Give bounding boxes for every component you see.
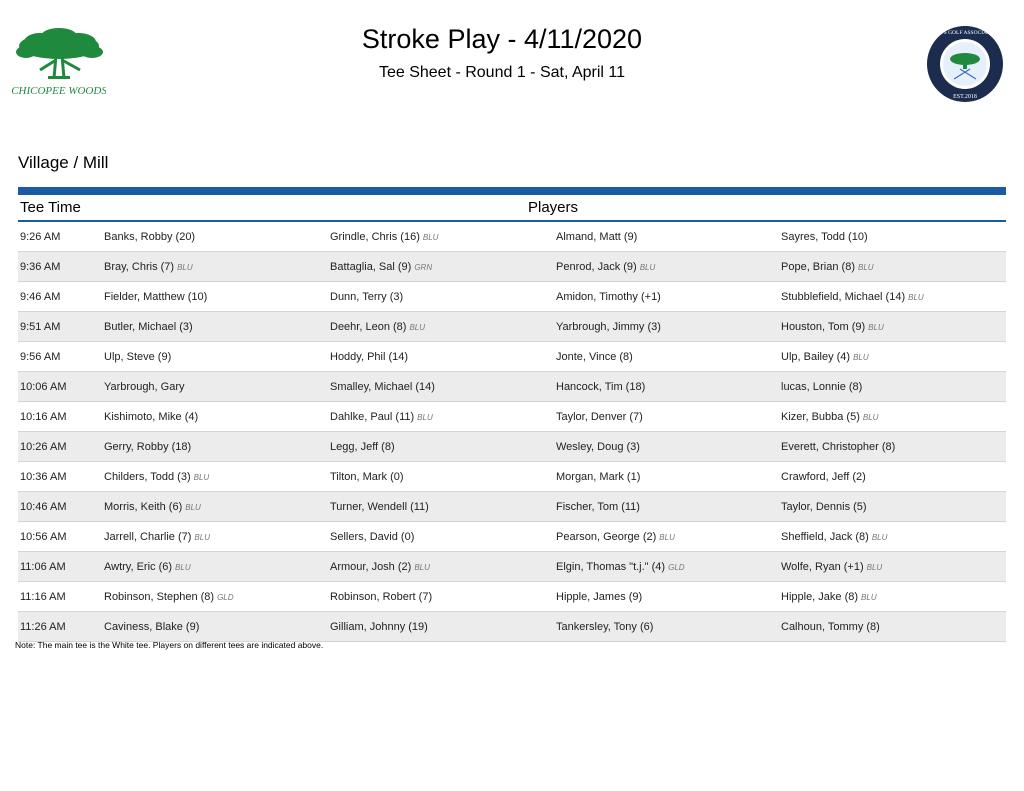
column-header-players: Players: [528, 199, 579, 216]
tee-time: 9:36 AM: [20, 261, 61, 273]
player-cell: [556, 411, 643, 423]
tee-indicator: BLU: [871, 533, 888, 542]
player-cell: [781, 231, 868, 243]
player-name: Caviness, Blake (9): [104, 621, 200, 633]
player-name: Pope, Brian (8): [781, 261, 855, 273]
tee-indicator: GLD: [217, 593, 234, 602]
player-name: Kizer, Bubba (5): [781, 411, 860, 423]
player-cell: [330, 261, 432, 273]
tee-indicator: BLU: [639, 263, 656, 272]
player-name: Jarrell, Charlie (7): [104, 531, 192, 543]
player-name: Childers, Todd (3): [104, 471, 191, 483]
tee-time: 11:16 AM: [20, 591, 66, 603]
player-cell: [330, 621, 428, 633]
player-name: Gilliam, Johnny (19): [330, 621, 428, 633]
player-cell: [104, 621, 199, 633]
player-cell: [781, 531, 887, 543]
player-cell: [556, 381, 645, 393]
table-row: [18, 552, 1006, 582]
player-cell: [104, 231, 195, 243]
player-cell: [556, 321, 661, 333]
table-header: [18, 196, 1006, 222]
tee-indicator: BLU: [185, 503, 201, 512]
player-name: Hipple, Jake (8): [781, 591, 859, 603]
player-cell: [556, 561, 685, 573]
player-cell: [556, 531, 675, 543]
player-cell: [104, 351, 171, 363]
tee-time: 9:51 AM: [20, 321, 61, 333]
player-name: Kishimoto, Mike (4): [104, 411, 199, 423]
player-name: Hoddy, Phil (14): [330, 351, 409, 363]
player-name: Almand, Matt (9): [556, 231, 638, 243]
tee-time: 9:46 AM: [20, 291, 61, 303]
player-name: Gerry, Robby (18): [104, 441, 192, 453]
player-cell: [330, 291, 403, 303]
tee-indicator: BLU: [866, 563, 883, 572]
page-subtitle: Tee Sheet - Round 1 - Sat, April 11: [378, 64, 626, 81]
tee-indicator: BLU: [414, 563, 430, 572]
player-name: Stubblefield, Michael (14): [781, 291, 906, 303]
player-cell: [781, 501, 867, 513]
player-name: Dunn, Terry (3): [330, 291, 404, 303]
player-name: Armour, Josh (2): [330, 561, 412, 573]
player-name: lucas, Lonnie (8): [781, 381, 863, 393]
player-name: Sellers, David (0): [330, 531, 415, 543]
section-divider: [18, 187, 1006, 195]
player-name: Ulp, Steve (9): [104, 351, 172, 363]
player-cell: [104, 501, 201, 513]
player-cell: [781, 261, 874, 273]
tee-time: 9:26 AM: [20, 231, 61, 243]
player-name: Battaglia, Sal (9): [330, 261, 412, 273]
player-cell: [330, 531, 414, 543]
tee-indicator: BLU: [177, 263, 193, 272]
player-name: Wesley, Doug (3): [556, 441, 640, 453]
section-heading: Village / Mill: [18, 153, 109, 172]
tee-time: 9:56 AM: [20, 351, 61, 363]
tee-indicator: BLU: [853, 353, 869, 362]
tee-time: 10:36 AM: [20, 471, 67, 483]
player-name: Yarbrough, Gary: [104, 381, 185, 393]
player-name: Robinson, Stephen (8): [104, 591, 215, 603]
player-name: Penrod, Jack (9): [556, 261, 637, 273]
player-name: Legg, Jeff (8): [330, 441, 395, 453]
tee-time: 10:16 AM: [20, 411, 67, 423]
player-name: Yarbrough, Jimmy (3): [556, 321, 661, 333]
player-name: Taylor, Denver (7): [556, 411, 643, 423]
player-name: Fielder, Matthew (10): [104, 291, 208, 303]
player-cell: [330, 441, 395, 453]
player-cell: [556, 471, 640, 483]
player-cell: [104, 321, 193, 333]
tee-indicator: BLU: [659, 533, 675, 542]
tee-indicator: BLU: [908, 293, 924, 302]
player-cell: [104, 381, 185, 393]
page-title: Stroke Play - 4/11/2020: [361, 24, 643, 54]
table-row: [18, 432, 1006, 462]
player-name: Tilton, Mark (0): [330, 471, 404, 483]
tee-indicator: BLU: [868, 323, 884, 332]
player-cell: [104, 471, 209, 483]
player-name: Jonte, Vince (8): [556, 351, 633, 363]
player-cell: [330, 411, 433, 423]
svg-text:CHICOPEE WOODS: CHICOPEE WOODS: [12, 85, 106, 97]
player-name: Amidon, Timothy (+1): [556, 291, 661, 303]
player-name: Elgin, Thomas "t.j." (4): [556, 561, 666, 573]
tee-indicator: BLU: [862, 413, 879, 422]
tee-indicator: BLU: [409, 323, 425, 332]
column-header-tee-time: Tee Time: [20, 199, 81, 216]
player-cell: [330, 351, 408, 363]
player-name: Everett, Christopher (8): [781, 441, 896, 453]
player-cell: [330, 561, 430, 573]
player-cell: [556, 351, 633, 363]
player-cell: [104, 441, 191, 453]
player-cell: [104, 591, 234, 603]
player-cell: [104, 411, 198, 423]
tee-indicator: BLU: [417, 413, 433, 422]
player-name: Sheffield, Jack (8): [781, 531, 869, 543]
footnote: Note: The main tee is the White tee. Players on different tees are indicated above.: [15, 640, 324, 650]
tee-time: 10:46 AM: [20, 501, 67, 513]
tee-time: 10:06 AM: [20, 381, 67, 393]
player-name: Tankersley, Tony (6): [556, 621, 654, 633]
player-cell: [104, 261, 193, 273]
tee-time: 10:26 AM: [20, 441, 67, 453]
table-row: [18, 342, 1006, 372]
player-name: Awtry, Eric (6): [104, 561, 173, 573]
player-name: Deehr, Leon (8): [330, 321, 407, 333]
tee-indicator: GLD: [668, 563, 685, 572]
player-name: Morris, Keith (6): [104, 501, 183, 513]
player-name: Sayres, Todd (10): [781, 231, 868, 243]
player-name: Grindle, Chris (16): [330, 231, 420, 243]
tee-indicator: BLU: [422, 233, 439, 242]
player-cell: [556, 501, 640, 513]
player-name: Bray, Chris (7): [104, 261, 175, 273]
player-cell: [556, 261, 655, 273]
tee-indicator: BLU: [861, 593, 877, 602]
player-cell: [330, 231, 438, 243]
tee-indicator: BLU: [175, 563, 191, 572]
player-cell: [781, 441, 895, 453]
player-name: Fischer, Tom (11): [556, 501, 640, 513]
player-cell: [556, 231, 637, 243]
player-name: Crawford, Jeff (2): [781, 471, 866, 483]
table-row: [18, 252, 1006, 282]
player-cell: [556, 621, 653, 633]
tee-time: 10:56 AM: [20, 531, 67, 543]
player-name: Turner, Wendell (11): [330, 501, 429, 513]
svg-text:EST.2018: EST.2018: [953, 94, 977, 100]
player-cell: [556, 291, 661, 303]
tee-time: 11:06 AM: [20, 561, 66, 573]
player-cell: [781, 411, 878, 423]
player-cell: [330, 321, 425, 333]
table-row: [18, 402, 1006, 432]
player-name: Houston, Tom (9): [781, 321, 866, 333]
player-cell: [781, 321, 884, 333]
player-name: Hipple, James (9): [556, 591, 643, 603]
player-cell: [330, 471, 404, 483]
player-name: Butler, Michael (3): [104, 321, 193, 333]
table-row: [18, 582, 1006, 612]
player-name: Taylor, Dennis (5): [781, 501, 867, 513]
player-name: Dahlke, Paul (11): [330, 411, 415, 423]
table-row: [18, 222, 1006, 252]
player-cell: [781, 291, 924, 303]
player-cell: [781, 561, 882, 573]
table-row: [18, 282, 1006, 312]
player-cell: [104, 531, 210, 543]
table-row: [18, 312, 1006, 342]
table-row: [18, 372, 1006, 402]
player-cell: [781, 381, 862, 393]
player-cell: [104, 291, 207, 303]
svg-text:MEN'S GOLF ASSOCIATION: MEN'S GOLF ASSOCIATION: [930, 30, 1000, 36]
player-cell: [781, 621, 880, 633]
player-name: Wolfe, Ryan (+1): [781, 561, 864, 573]
player-cell: [330, 501, 429, 513]
table-row: [18, 612, 1006, 642]
player-name: Morgan, Mark (1): [556, 471, 641, 483]
tee-indicator: BLU: [194, 533, 210, 542]
player-name: Robinson, Robert (7): [330, 591, 433, 603]
tee-indicator: BLU: [193, 473, 210, 482]
tee-sheet-table: [18, 222, 1006, 642]
table-row: [18, 522, 1006, 552]
tee-indicator: GRN: [414, 263, 433, 272]
player-cell: [556, 591, 642, 603]
tee-time: 11:26 AM: [20, 621, 66, 633]
player-name: Banks, Robby (20): [104, 231, 196, 243]
player-name: Calhoun, Tommy (8): [781, 621, 880, 633]
player-cell: [781, 471, 866, 483]
player-cell: [781, 351, 869, 363]
tee-indicator: BLU: [857, 263, 874, 272]
player-name: Smalley, Michael (14): [330, 381, 435, 393]
player-cell: [556, 441, 640, 453]
player-cell: [781, 591, 877, 603]
player-name: Ulp, Bailey (4): [781, 351, 851, 363]
player-cell: [330, 591, 432, 603]
player-cell: [330, 381, 435, 393]
table-row: [18, 492, 1006, 522]
player-name: Pearson, George (2): [556, 531, 657, 543]
table-row: [18, 462, 1006, 492]
player-cell: [104, 561, 191, 573]
player-name: Hancock, Tim (18): [556, 381, 646, 393]
